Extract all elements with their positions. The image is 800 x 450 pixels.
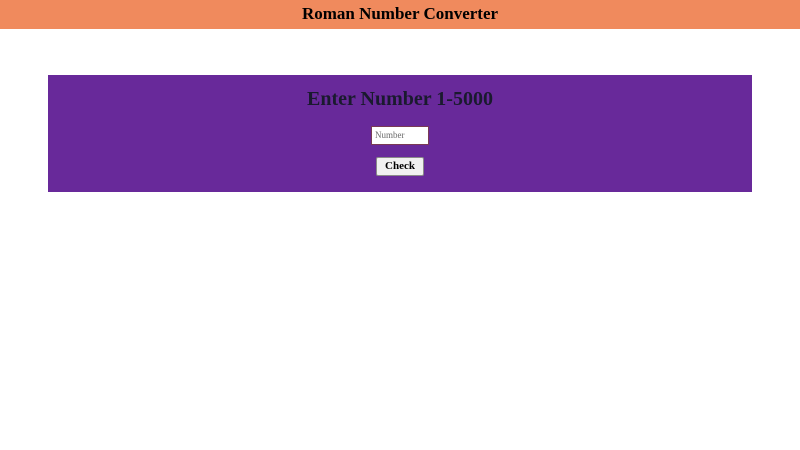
number-input[interactable]	[371, 126, 429, 145]
input-row	[48, 125, 752, 145]
app-header	[0, 0, 800, 29]
button-row	[48, 156, 752, 176]
page-title: Roman Number Converter	[301, 4, 499, 23]
result-output	[48, 192, 752, 220]
check-button[interactable]: Check	[376, 157, 424, 176]
converter-panel	[48, 75, 752, 192]
header-panel-spacer	[0, 29, 800, 75]
panel-heading: Enter Number 1-5000	[307, 88, 493, 111]
